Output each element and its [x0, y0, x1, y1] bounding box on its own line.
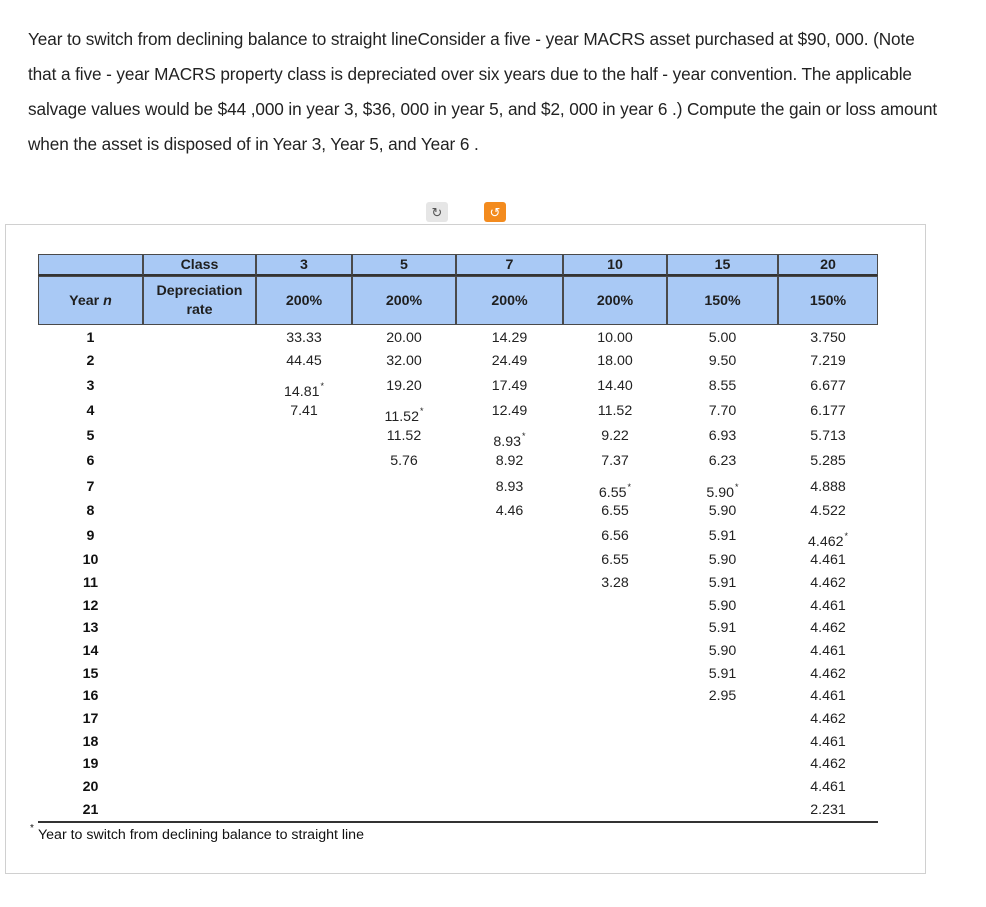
rate-cell	[778, 549, 878, 571]
year-number: 4	[86, 403, 95, 419]
header-blank	[38, 254, 143, 276]
rate-cell	[778, 753, 878, 775]
rate-value: 7.37	[601, 453, 629, 469]
rate-value: 4.461	[810, 598, 846, 614]
rate-col-20: 150%	[778, 276, 878, 325]
year-number: 21	[82, 802, 99, 818]
rate-cell	[563, 327, 667, 349]
rate-value: 12.49	[491, 403, 528, 419]
redo-icon[interactable]: ↺	[484, 202, 506, 222]
table-row	[38, 685, 878, 707]
rate-cell	[778, 375, 878, 397]
rate-value: 4.888	[810, 479, 846, 495]
rate-cell	[352, 327, 456, 349]
rate-cell	[667, 375, 778, 397]
class-col-7: 7	[456, 254, 563, 276]
table-row	[38, 425, 878, 450]
rate-value: 4.461	[810, 688, 846, 704]
rate-value: 6.177	[810, 403, 846, 419]
rate-value: 8.55	[708, 378, 737, 394]
year-number: 18	[82, 734, 99, 750]
rate-cell	[456, 350, 563, 372]
rate-col-3: 200%	[256, 276, 352, 325]
problem-line: when the asset is disposed of in Year 3, Year 5, and Year 6 .	[28, 134, 479, 154]
rate-value: 5.91	[708, 666, 737, 682]
table-bottom-rule	[38, 821, 878, 823]
rate-cell	[778, 327, 878, 349]
rate-value: 6.56	[601, 528, 629, 544]
rate-value: 5.76	[390, 453, 418, 469]
switch-marker: *	[735, 482, 739, 492]
rate-cell	[667, 327, 778, 349]
footnote	[30, 823, 364, 843]
switch-marker: *	[320, 381, 325, 391]
rate-col-15: 150%	[667, 276, 778, 325]
rate-cell	[778, 663, 878, 685]
rate-cell	[256, 375, 352, 400]
rate-value: 18.00	[597, 353, 633, 369]
rate-cell	[778, 450, 878, 472]
rate-cell	[352, 400, 456, 425]
rate-value: 6.93	[708, 428, 737, 444]
table-row	[38, 799, 878, 821]
rate-cell	[778, 572, 878, 594]
rate-header-row	[38, 276, 878, 325]
rate-col-10: 200%	[563, 276, 667, 325]
year-number: 5	[86, 428, 95, 444]
rate-value: 10.00	[597, 330, 633, 346]
year-number: 20	[82, 779, 99, 795]
rate-value: 5.285	[810, 453, 846, 469]
rate-cell	[667, 572, 778, 594]
table-row	[38, 731, 878, 753]
table-row	[38, 327, 878, 349]
rate-value: 5.90	[708, 503, 737, 519]
problem-line: Year to switch from declining balance to straight lineConsider a five - year MACRS asset purchased at $90, 000. (Note	[28, 29, 915, 49]
rate-value: 11.52	[384, 409, 419, 425]
rate-cell	[778, 708, 878, 730]
rate-value: 4.46	[495, 503, 524, 519]
rate-cell	[667, 640, 778, 662]
rate-cell	[667, 663, 778, 685]
rate-value: 24.49	[491, 353, 528, 369]
rate-cell	[456, 500, 563, 522]
rate-value: 7.70	[708, 403, 737, 419]
rate-value: 5.713	[810, 428, 846, 444]
switch-marker: *	[844, 531, 849, 541]
table-row	[38, 350, 878, 372]
switch-marker: *	[419, 406, 424, 416]
rate-cell	[563, 572, 667, 594]
table-row	[38, 450, 878, 472]
undo-icon[interactable]: ↻	[426, 202, 448, 222]
table-row	[38, 400, 878, 425]
rate-value: 4.462	[810, 620, 846, 636]
rate-value: 5.91	[708, 575, 737, 591]
rate-value: 6.23	[708, 453, 737, 469]
rate-value: 4.461	[810, 643, 846, 659]
rate-value: 9.22	[601, 428, 629, 444]
rate-cell	[667, 400, 778, 422]
rate-value: 6.55	[601, 552, 629, 568]
class-col-3: 3	[256, 254, 352, 276]
year-number: 6	[86, 453, 95, 469]
rate-cell	[778, 350, 878, 372]
rate-cell	[563, 525, 667, 547]
rate-cell	[256, 327, 352, 349]
table-row	[38, 776, 878, 798]
rate-value: 6.55	[598, 485, 627, 501]
rate-cell	[563, 425, 667, 447]
switch-marker: *	[627, 482, 632, 492]
table-row	[38, 708, 878, 730]
rate-value: 3.750	[810, 330, 846, 346]
rate-cell	[352, 350, 456, 372]
year-number: 1	[86, 330, 95, 346]
year-number: 16	[82, 688, 99, 704]
rate-value: 8.92	[495, 453, 524, 469]
rate-cell	[778, 640, 878, 662]
rate-value: 8.93	[493, 434, 522, 450]
rate-cell	[563, 400, 667, 422]
rate-cell	[563, 500, 667, 522]
depreciation-rate-label: Depreciation rate	[143, 276, 256, 325]
rate-value: 2.231	[810, 802, 846, 818]
rate-value: 33.33	[286, 330, 322, 346]
table-row	[38, 500, 878, 522]
rate-value: 5.00	[708, 330, 737, 346]
rate-cell	[778, 425, 878, 447]
year-number: 10	[82, 552, 99, 568]
class-col-10: 10	[563, 254, 667, 276]
problem-line: salvage values would be $44 ,000 in year 3, $36, 000 in year 5, and $2, 000 in year 6 .) Compute the gain or loss amount	[28, 99, 938, 119]
rate-value: 8.93	[495, 479, 524, 495]
rate-cell	[456, 375, 563, 397]
year-number: 17	[82, 711, 99, 727]
rate-value: 5.91	[708, 528, 737, 544]
year-number: 8	[86, 503, 95, 519]
rate-cell	[778, 525, 878, 550]
footnote-text: Year to switch from declining balance to straight line	[38, 827, 364, 843]
year-number: 13	[82, 620, 99, 636]
rate-cell	[778, 400, 878, 422]
year-number: 3	[86, 378, 95, 394]
rate-col-7: 200%	[456, 276, 563, 325]
rate-cell	[563, 549, 667, 571]
year-number: 11	[83, 575, 98, 591]
rate-value: 44.45	[286, 353, 322, 369]
rate-value: 5.90	[708, 643, 737, 659]
rate-cell	[352, 425, 456, 447]
problem-statement	[28, 22, 978, 162]
rate-value: 14.81	[283, 384, 320, 400]
rate-cell	[456, 425, 563, 450]
rate-cell	[456, 450, 563, 472]
table-row	[38, 549, 878, 571]
rate-value: 14.40	[597, 378, 633, 394]
rate-value: 6.677	[810, 378, 846, 394]
year-number: 2	[86, 353, 95, 369]
class-col-5: 5	[352, 254, 456, 276]
rate-cell	[456, 476, 563, 498]
table-row	[38, 617, 878, 639]
table-row	[38, 476, 878, 501]
year-number: 12	[82, 598, 99, 614]
year-number: 7	[86, 479, 95, 495]
rate-cell	[563, 375, 667, 397]
rate-cell	[778, 500, 878, 522]
rate-value: 14.29	[491, 330, 528, 346]
rate-value: 4.462	[810, 711, 846, 727]
rate-value: 4.522	[810, 503, 846, 519]
table-row	[38, 572, 878, 594]
footnote-marker: *	[30, 823, 34, 834]
rate-cell	[667, 525, 778, 547]
rate-value: 4.461	[810, 734, 846, 750]
table-row	[38, 640, 878, 662]
rate-value: 7.219	[810, 353, 846, 369]
rate-cell	[667, 350, 778, 372]
table-row	[38, 663, 878, 685]
problem-line: that a five - year MACRS property class is depreciated over six years due to the half - year convention. The applicable	[28, 64, 912, 84]
class-label: Class	[143, 254, 256, 276]
rate-value: 4.462	[810, 756, 846, 772]
rate-value: 5.90	[708, 598, 737, 614]
rate-value: 9.50	[708, 353, 737, 369]
rate-cell	[256, 400, 352, 422]
rate-cell	[778, 776, 878, 798]
year-number: 14	[82, 643, 99, 659]
rate-cell	[667, 617, 778, 639]
rate-value: 2.95	[708, 688, 737, 704]
rate-value: 19.20	[386, 378, 422, 394]
year-number: 15	[82, 666, 99, 682]
rate-value: 5.90	[706, 485, 735, 501]
class-col-20: 20	[778, 254, 878, 276]
rate-cell	[667, 425, 778, 447]
year-number: 9	[86, 528, 95, 544]
image-toolbar	[0, 202, 986, 224]
rate-value: 4.461	[810, 552, 846, 568]
rate-cell	[563, 476, 667, 501]
table-row	[38, 595, 878, 617]
rate-value: 4.462	[810, 575, 846, 591]
switch-marker: *	[522, 431, 526, 441]
rate-cell	[667, 500, 778, 522]
rate-cell	[352, 375, 456, 397]
rate-cell	[778, 731, 878, 753]
rate-col-5: 200%	[352, 276, 456, 325]
rate-cell	[563, 450, 667, 472]
rate-value: 11.52	[597, 403, 633, 419]
rate-cell	[456, 400, 563, 422]
rate-value: 3.28	[601, 575, 629, 591]
rate-value: 5.90	[708, 552, 737, 568]
rate-cell	[456, 327, 563, 349]
rate-value: 6.55	[601, 503, 629, 519]
rate-cell	[667, 476, 778, 501]
class-header-row	[38, 254, 878, 276]
rate-cell	[256, 350, 352, 372]
rate-cell	[778, 476, 878, 498]
rate-value: 11.52	[386, 428, 422, 444]
rate-cell	[778, 685, 878, 707]
rate-cell	[667, 549, 778, 571]
table-row	[38, 753, 878, 775]
rate-cell	[667, 685, 778, 707]
rate-value: 4.462	[807, 534, 844, 550]
table-row	[38, 525, 878, 550]
rate-cell	[563, 350, 667, 372]
rate-value: 5.91	[708, 620, 737, 636]
year-number: 19	[82, 756, 99, 772]
rate-value: 4.461	[810, 779, 846, 795]
class-col-15: 15	[667, 254, 778, 276]
year-label: Year n	[38, 276, 143, 325]
rate-cell	[667, 450, 778, 472]
rate-value: 4.462	[810, 666, 846, 682]
table-row	[38, 375, 878, 400]
rate-cell	[778, 799, 878, 821]
rate-value: 32.00	[386, 353, 422, 369]
rate-value: 17.49	[491, 378, 528, 394]
rate-cell	[778, 595, 878, 617]
rate-cell	[667, 595, 778, 617]
rate-value: 20.00	[386, 330, 422, 346]
rate-value: 7.41	[290, 403, 318, 419]
rate-cell	[778, 617, 878, 639]
rate-cell	[352, 450, 456, 472]
